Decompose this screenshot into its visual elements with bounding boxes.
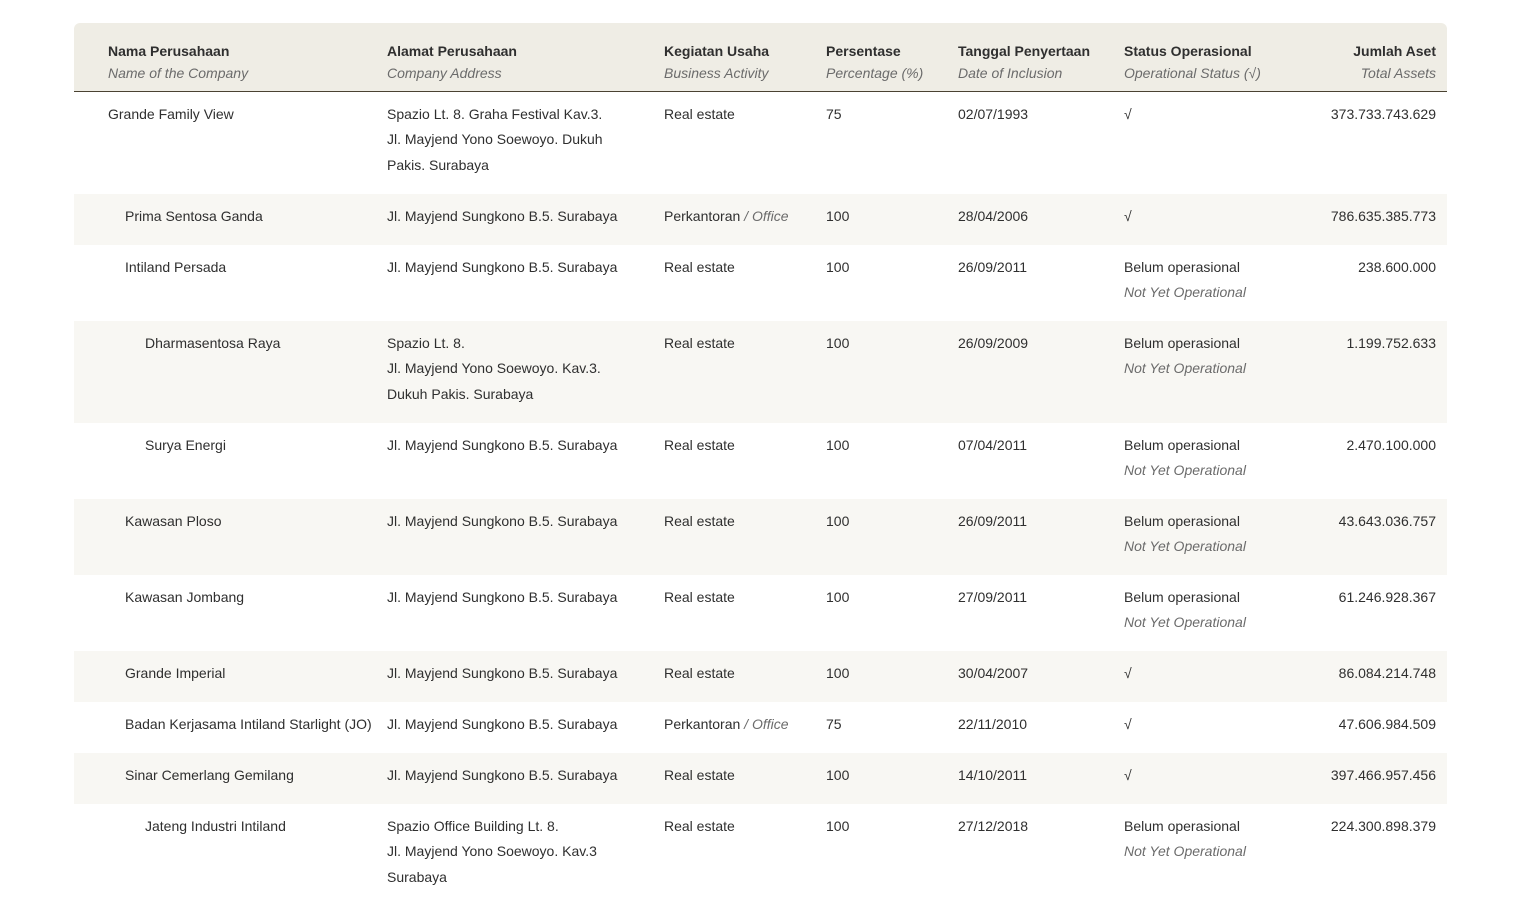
inclusion-date: 07/04/2011: [958, 437, 1028, 453]
inclusion-date: 26/09/2011: [958, 513, 1028, 529]
header-percentage: [826, 40, 926, 84]
company-name: Jateng Industri Intiland: [145, 818, 286, 834]
percentage: 75: [826, 716, 842, 732]
inclusion-date: 22/11/2010: [958, 716, 1028, 732]
business-activity: [664, 763, 824, 788]
address-line: Jl. Mayjend Yono Soewoyo. Kav.3: [387, 843, 597, 860]
company-address: [387, 255, 649, 280]
table-row: [74, 321, 1447, 423]
header-address-id: Alamat Perusahaan: [387, 43, 517, 59]
business-activity: [664, 204, 824, 229]
table-row: [74, 499, 1447, 575]
address-line: Jl. Mayjend Sungkono B.5. Surabaya: [387, 665, 618, 681]
total-assets: 1.199.752.633: [1346, 335, 1436, 351]
operational-status-id: √: [1124, 208, 1132, 224]
operational-status: [1124, 255, 1294, 306]
company-name: Intiland Persada: [125, 259, 227, 275]
business-activity: [664, 331, 824, 356]
header-assets-id: Jumlah Aset: [1353, 43, 1436, 59]
address-line: Surabaya: [387, 868, 447, 885]
operational-status-en: Not Yet Operational: [1124, 360, 1246, 377]
address-line: Spazio Office Building Lt. 8.: [387, 818, 559, 834]
total-assets: 224.300.898.379: [1330, 818, 1436, 834]
header-date-en: Date of Inclusion: [958, 65, 1063, 81]
table-row: [74, 753, 1447, 804]
header-status-en: Operational Status (√): [1124, 65, 1261, 81]
header-name: [108, 40, 378, 84]
header-date-id: Tanggal Penyertaan: [958, 43, 1091, 59]
company-address: [387, 331, 649, 407]
operational-status-id: √: [1124, 665, 1132, 681]
operational-status: [1124, 433, 1294, 484]
header-percentage-en: Percentage (%): [826, 65, 924, 81]
business-activity-id: Real estate: [664, 665, 735, 681]
inclusion-date: 26/09/2009: [958, 335, 1029, 351]
company-name: Grande Imperial: [125, 665, 226, 681]
business-activity-id: Real estate: [664, 513, 735, 529]
table-row: [74, 804, 1447, 890]
address-line: Jl. Mayjend Sungkono B.5. Surabaya: [387, 589, 618, 605]
inclusion-date: 02/07/1993: [958, 106, 1029, 122]
header-activity: [664, 40, 824, 84]
percentage: 75: [826, 106, 842, 122]
company-name: Kawasan Ploso: [125, 513, 222, 529]
address-line: Jl. Mayjend Sungkono B.5. Surabaya: [387, 259, 618, 275]
header-name-en: Name of the Company: [108, 65, 249, 81]
operational-status-id: Belum operasional: [1124, 589, 1240, 605]
total-assets: 786.635.385.773: [1330, 208, 1436, 224]
operational-status-en: Not Yet Operational: [1124, 284, 1246, 301]
percentage: 100: [826, 513, 850, 529]
business-activity: [664, 661, 824, 686]
company-address: [387, 204, 649, 229]
inclusion-date: 27/12/2018: [958, 818, 1029, 834]
table-row: [74, 651, 1447, 702]
business-activity: [664, 712, 824, 737]
inclusion-date: 27/09/2011: [958, 589, 1028, 605]
business-activity-id: Real estate: [664, 437, 735, 453]
business-activity: [664, 102, 824, 127]
table-row: [74, 702, 1447, 753]
table-body: [74, 92, 1447, 890]
company-name: Badan Kerjasama Intiland Starlight (JO): [125, 716, 372, 732]
operational-status-id: Belum operasional: [1124, 437, 1240, 453]
total-assets: 373.733.743.629: [1330, 106, 1436, 122]
header-activity-id: Kegiatan Usaha: [664, 43, 770, 59]
operational-status-en: Not Yet Operational: [1124, 614, 1246, 631]
header-name-id: Nama Perusahaan: [108, 43, 230, 59]
operational-status-id: Belum operasional: [1124, 259, 1240, 275]
total-assets: 238.600.000: [1358, 259, 1436, 275]
inclusion-date: 28/04/2006: [958, 208, 1029, 224]
header-date: [958, 40, 1098, 84]
operational-status: [1124, 763, 1294, 788]
address-line: Pakis. Surabaya: [387, 156, 489, 173]
total-assets: 86.084.214.748: [1338, 665, 1436, 681]
table-row: [74, 92, 1447, 194]
operational-status: [1124, 331, 1294, 382]
percentage: 100: [826, 437, 850, 453]
subsidiaries-table: [74, 23, 1447, 890]
percentage: 100: [826, 767, 850, 783]
business-activity: [664, 814, 824, 839]
table-header: [74, 23, 1447, 92]
operational-status: [1124, 712, 1294, 737]
percentage: 100: [826, 208, 850, 224]
business-activity-id: Real estate: [664, 589, 735, 605]
operational-status-id: √: [1124, 767, 1132, 783]
header-address: [387, 40, 649, 84]
total-assets: 61.246.928.367: [1338, 589, 1436, 605]
address-line: Jl. Mayjend Sungkono B.5. Surabaya: [387, 767, 618, 783]
business-activity: [664, 255, 824, 280]
address-line: Dukuh Pakis. Surabaya: [387, 385, 534, 402]
percentage: 100: [826, 818, 850, 834]
company-name: Dharmasentosa Raya: [145, 335, 281, 351]
company-address: [387, 712, 649, 737]
operational-status: [1124, 661, 1294, 686]
business-activity-id: Real estate: [664, 259, 735, 275]
operational-status-en: Not Yet Operational: [1124, 538, 1246, 555]
address-line: Jl. Mayjend Sungkono B.5. Surabaya: [387, 437, 618, 453]
header-percentage-id: Persentase: [826, 43, 901, 59]
inclusion-date: 26/09/2011: [958, 259, 1028, 275]
address-line: Jl. Mayjend Yono Soewoyo. Dukuh: [387, 131, 603, 148]
company-address: [387, 433, 649, 458]
company-address: [387, 102, 649, 178]
business-activity: [664, 509, 824, 534]
table-row: [74, 194, 1447, 245]
company-address: [387, 585, 649, 610]
business-activity-id: Real estate: [664, 818, 735, 834]
operational-status-id: Belum operasional: [1124, 513, 1240, 529]
address-line: Jl. Mayjend Sungkono B.5. Surabaya: [387, 716, 618, 732]
percentage: 100: [826, 259, 850, 275]
company-address: [387, 814, 649, 890]
business-activity-id: Perkantoran: [664, 716, 741, 732]
table-row: [74, 575, 1447, 651]
inclusion-date: 30/04/2007: [958, 665, 1029, 681]
business-activity-id: Real estate: [664, 106, 735, 122]
company-name: Grande Family View: [108, 106, 234, 122]
business-activity-en: / Office: [744, 716, 789, 732]
header-activity-en: Business Activity: [664, 65, 769, 81]
inclusion-date: 14/10/2011: [958, 767, 1028, 783]
business-activity: [664, 585, 824, 610]
business-activity: [664, 433, 824, 458]
total-assets: 43.643.036.757: [1338, 513, 1436, 529]
header-address-en: Company Address: [387, 65, 502, 81]
company-address: [387, 509, 649, 534]
percentage: 100: [826, 335, 850, 351]
header-status-id: Status Operasional: [1124, 43, 1252, 59]
business-activity-id: Perkantoran: [664, 208, 741, 224]
total-assets: 397.466.957.456: [1330, 767, 1436, 783]
table-row: [74, 423, 1447, 499]
operational-status-id: Belum operasional: [1124, 335, 1240, 351]
percentage: 100: [826, 665, 850, 681]
header-assets: [1294, 40, 1436, 84]
company-name: Prima Sentosa Ganda: [125, 208, 263, 224]
operational-status-id: Belum operasional: [1124, 818, 1240, 834]
operational-status: [1124, 204, 1294, 229]
operational-status: [1124, 814, 1294, 865]
company-address: [387, 763, 649, 788]
operational-status-en: Not Yet Operational: [1124, 843, 1246, 860]
address-line: Jl. Mayjend Yono Soewoyo. Kav.3.: [387, 360, 601, 377]
company-address: [387, 661, 649, 686]
address-line: Jl. Mayjend Sungkono B.5. Surabaya: [387, 513, 618, 529]
business-activity-en: / Office: [744, 208, 789, 224]
total-assets: 47.606.984.509: [1338, 716, 1436, 732]
operational-status-id: √: [1124, 106, 1132, 122]
operational-status: [1124, 102, 1294, 127]
address-line: Jl. Mayjend Sungkono B.5. Surabaya: [387, 208, 618, 224]
address-line: Spazio Lt. 8. Graha Festival Kav.3.: [387, 106, 603, 122]
company-name: Surya Energi: [145, 437, 226, 453]
table-row: [74, 245, 1447, 321]
business-activity-id: Real estate: [664, 335, 735, 351]
operational-status: [1124, 509, 1294, 560]
header-assets-en: Total Assets: [1360, 65, 1436, 81]
business-activity-id: Real estate: [664, 767, 735, 783]
header-status: [1124, 40, 1294, 84]
percentage: 100: [826, 589, 850, 605]
company-name: Sinar Cemerlang Gemilang: [125, 767, 294, 783]
operational-status: [1124, 585, 1294, 636]
company-name: Kawasan Jombang: [125, 589, 245, 605]
operational-status-id: √: [1124, 716, 1132, 732]
address-line: Spazio Lt. 8.: [387, 335, 465, 351]
total-assets: 2.470.100.000: [1346, 437, 1436, 453]
operational-status-en: Not Yet Operational: [1124, 462, 1246, 479]
